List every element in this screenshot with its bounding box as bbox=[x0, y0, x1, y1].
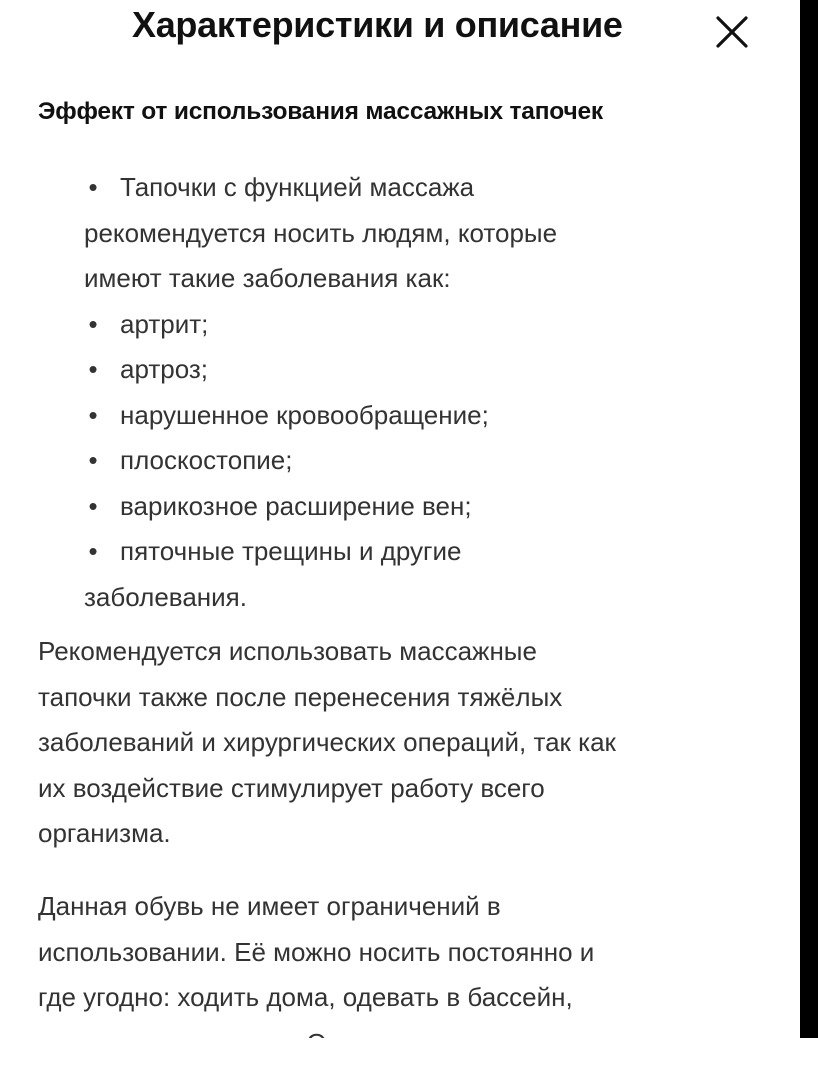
paragraph-line: Данная обувь не имеет ограничений в bbox=[38, 891, 501, 921]
list-item-text: артроз; bbox=[120, 354, 209, 384]
paragraph-line: их воздействие стимулирует работу всего bbox=[38, 772, 545, 803]
paragraph-recommendation bbox=[38, 629, 778, 857]
paragraph-line: заболеваний и хирургических операций, так как bbox=[38, 727, 616, 757]
list-item-intro bbox=[84, 165, 764, 302]
paragraph-line: где угодно: ходить дома, одевать в бассейн, bbox=[38, 982, 573, 1012]
list-item bbox=[84, 484, 764, 530]
disease-list bbox=[84, 165, 764, 620]
close-button[interactable] bbox=[706, 6, 758, 58]
bottom-margin bbox=[0, 1038, 818, 1076]
list-item bbox=[84, 393, 764, 439]
list-item-text: Тапочки с функцией массажа bbox=[120, 172, 475, 202]
paragraph-line: организма. bbox=[38, 818, 171, 848]
bullet-icon: • bbox=[88, 445, 98, 475]
bullet-icon: • bbox=[88, 490, 98, 521]
list-item-text: нарушенное кровообращение; bbox=[120, 399, 489, 430]
paragraph-line: тапочки также после перенесения тяжёлых bbox=[38, 681, 563, 712]
section-heading: Эффект от использования массажных тапочек bbox=[38, 98, 603, 125]
list-item-text: пяточные трещины и другие bbox=[120, 536, 462, 566]
bullet-icon: • bbox=[88, 354, 98, 384]
list-item-text: имеют такие заболевания как: bbox=[84, 263, 451, 293]
screen-edge-bar bbox=[800, 0, 818, 1076]
list-item-text: артрит; bbox=[120, 308, 209, 339]
bullet-icon: • bbox=[88, 536, 98, 566]
modal-title: Характеристики и описание bbox=[132, 4, 623, 45]
list-item-text: варикозное расширение вен; bbox=[120, 490, 472, 521]
close-icon bbox=[706, 6, 758, 58]
list-item-text: заболевания. bbox=[84, 581, 247, 612]
bullet-icon: • bbox=[88, 308, 98, 339]
bullet-icon: • bbox=[88, 172, 98, 202]
paragraph-line: использовании. Её можно носить постоянно и bbox=[38, 936, 595, 967]
list-item-last bbox=[84, 529, 764, 620]
paragraph-line: Рекомендуется использовать массажные bbox=[38, 636, 537, 666]
list-item bbox=[84, 302, 764, 348]
bullet-icon: • bbox=[88, 399, 98, 430]
list-item bbox=[84, 347, 764, 393]
list-item-text: плоскостопие; bbox=[120, 445, 293, 475]
modal-header bbox=[0, 0, 800, 70]
list-item bbox=[84, 438, 764, 484]
list-item-text: рекомендуется носить людям, которые bbox=[84, 217, 558, 248]
